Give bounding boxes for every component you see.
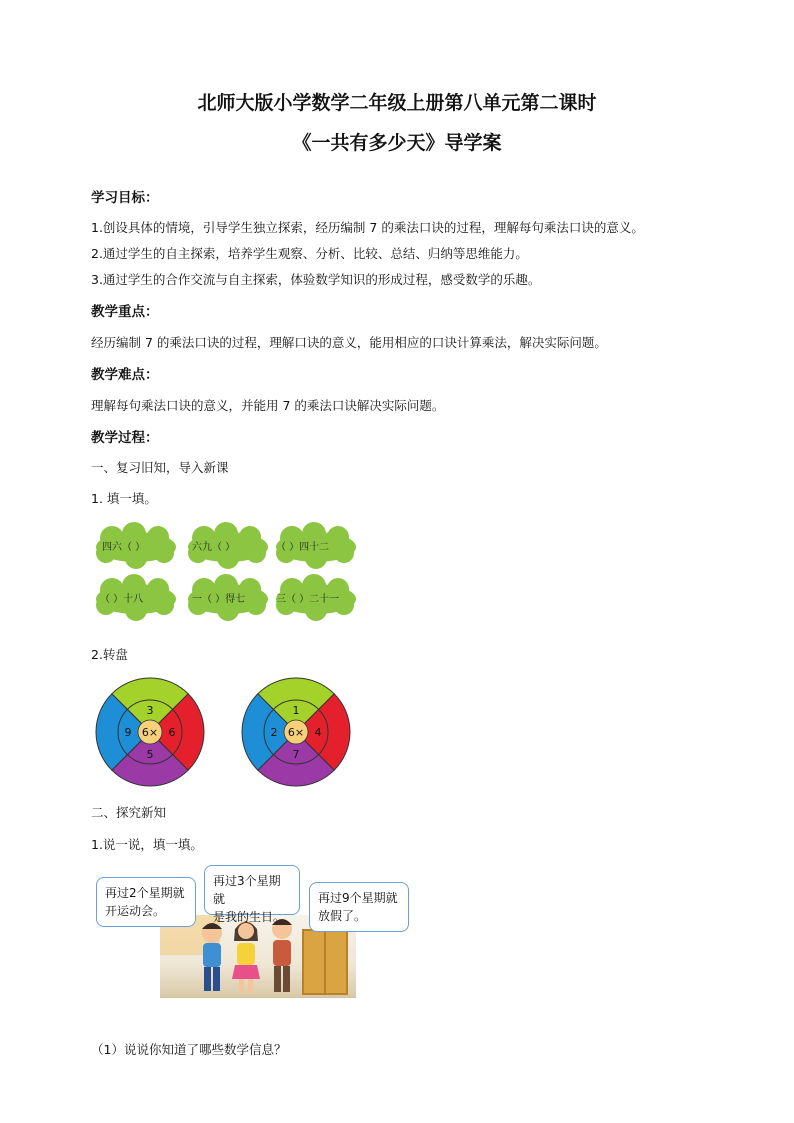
speech-bubble-2: 再过3个星期就 是我的生日。 — [204, 865, 300, 915]
cabinet — [302, 929, 348, 995]
spinner-1-right-number: 6 — [168, 726, 176, 739]
speech-bubble-1: 再过2个星期就 开运动会。 — [96, 877, 196, 927]
difficulty-heading: 教学难点： — [91, 367, 159, 383]
spinner-1-bottom-number: 5 — [146, 748, 154, 761]
cloud-2 — [188, 522, 268, 569]
difficulty-text: 理解每句乘法口诀的意义，并能用 7 的乘法口诀解决实际问题。 — [91, 398, 445, 413]
children-figures — [190, 915, 300, 997]
speech-bubble-3: 再过9个星期就 放假了。 — [309, 882, 409, 932]
spinner-1-center-label: 6× — [141, 726, 159, 739]
cloud-6-text: 三（ ）二十一 — [276, 594, 340, 605]
key-point-heading: 教学重点： — [91, 304, 159, 320]
clouds-exercise — [88, 522, 363, 622]
cloud-6 — [276, 574, 356, 621]
spinner-item: 2.转盘 — [91, 647, 128, 662]
spinner-2-bottom-number: 7 — [292, 748, 300, 761]
section-1-title: 一、复习旧知，导入新课 — [91, 460, 229, 475]
page-subtitle: 《一共有多少天》导学案 — [292, 132, 502, 154]
objective-item-2: 2.通过学生的自主探索，培养学生观察、分析、比较、总结、归纳等思维能力。 — [91, 246, 528, 261]
cloud-5-text: 一（ ）得七 — [192, 594, 246, 605]
spinner-1-top-number: 3 — [146, 704, 154, 717]
cloud-3 — [276, 522, 356, 569]
page-title: 北师大版小学数学二年级上册第八单元第二课时 — [197, 92, 597, 114]
boy-1-figure — [202, 923, 222, 991]
say-fill-item: 1.说一说，填一填。 — [91, 837, 203, 852]
question-1: （1）说说你知道了哪些数学信息？ — [91, 1042, 287, 1057]
cloud-4 — [96, 574, 176, 621]
boy-2-figure — [272, 919, 292, 992]
objective-item-3: 3.通过学生的合作交流与自主探索，体验数学知识的形成过程，感受数学的乐趣。 — [91, 272, 541, 287]
spinner-1 — [96, 678, 204, 786]
fill-in-item: 1. 填一填。 — [91, 491, 157, 506]
cloud-3-text: （ ）四十二 — [276, 542, 330, 553]
spinner-2 — [242, 678, 350, 786]
spinner-2-right-number: 4 — [314, 726, 322, 739]
objective-item-1: 1.创设具体的情境，引导学生独立探索，经历编制 7 的乘法口诀的过程，理解每句乘法口诀的意义。 — [91, 220, 644, 235]
process-heading: 教学过程： — [91, 430, 159, 446]
cloud-5 — [188, 574, 268, 621]
spinner-2-left-number: 2 — [270, 726, 278, 739]
girl-figure — [232, 921, 260, 993]
cloud-1-text: 四六（ ） — [102, 542, 146, 553]
cloud-1 — [96, 522, 176, 569]
spinner-1-left-number: 9 — [124, 726, 132, 739]
spinners — [94, 676, 354, 790]
objectives-heading: 学习目标： — [91, 190, 159, 206]
spinner-2-top-number: 1 — [292, 704, 300, 717]
cloud-4-text: （ ）十八 — [100, 594, 144, 605]
cloud-2-text: 六九（ ） — [192, 542, 236, 553]
spinner-2-center-label: 6× — [287, 726, 305, 739]
key-point-text: 经历编制 7 的乘法口诀的过程，理解口诀的意义，能用相应的口诀计算乘法，解决实际问题。 — [91, 335, 607, 350]
section-2-title: 二、探究新知 — [91, 805, 167, 820]
